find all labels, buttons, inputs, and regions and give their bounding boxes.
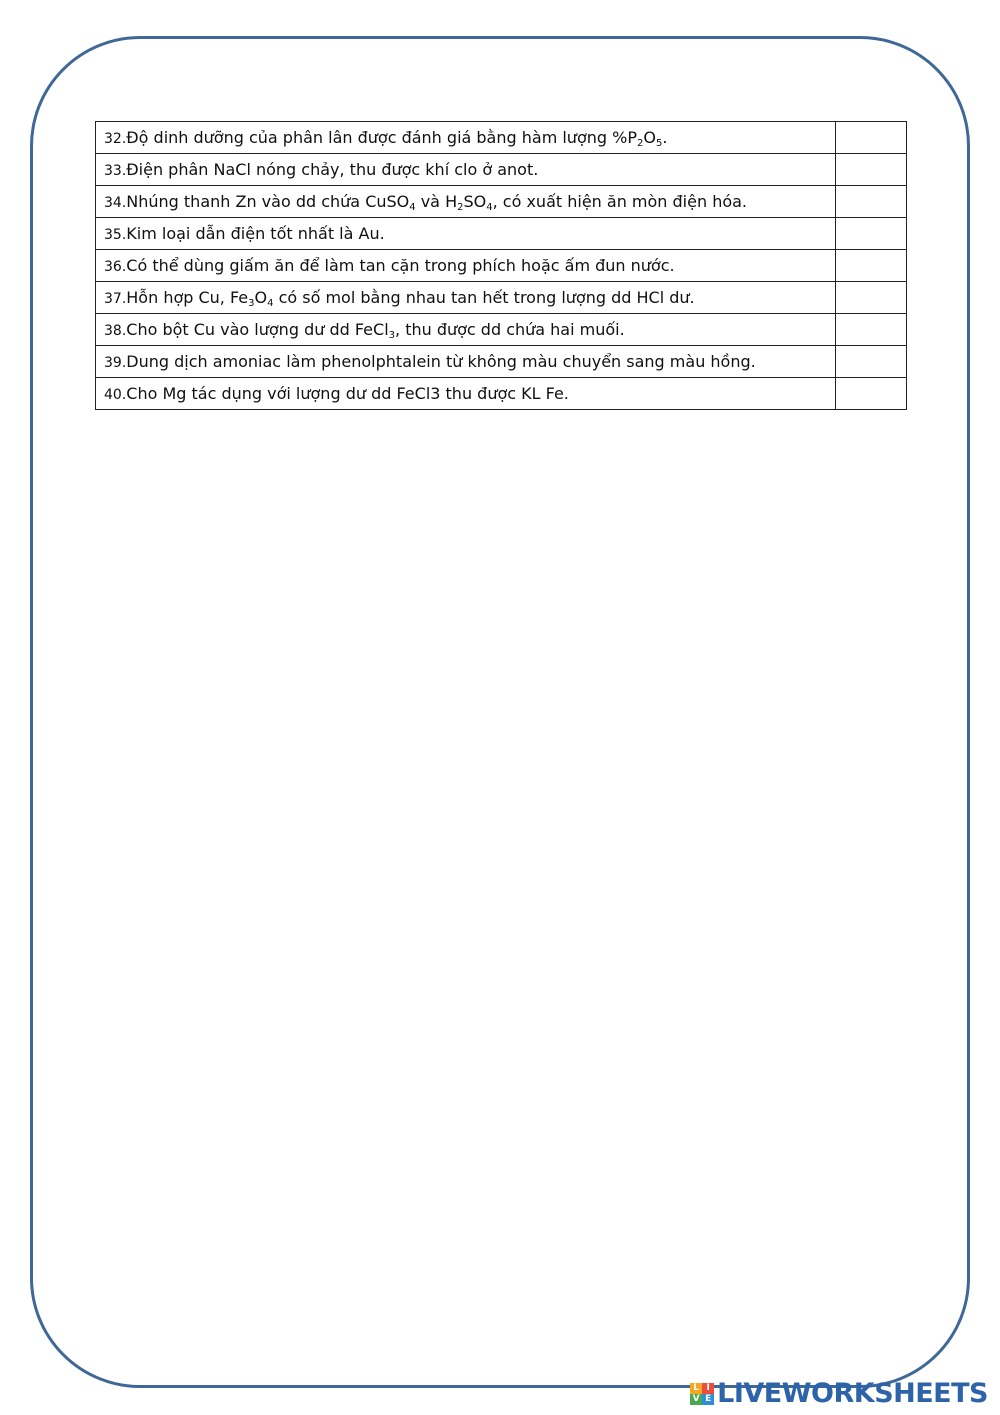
logo-block: E [702,1394,714,1405]
liveworksheets-logo [690,1378,988,1409]
question-text-cell [96,186,836,218]
question-row [96,314,907,346]
question-text: Độ dinh dưỡng của phân lân được đánh giá bằng hàm lượng %P [126,128,637,147]
question-text: . [662,128,668,147]
question-number: 35. [104,227,127,243]
question-row [96,218,907,250]
question-row [96,250,907,282]
subscript: 2 [457,202,464,213]
question-row [96,282,907,314]
subscript: 3 [248,298,255,309]
question-number: 38. [104,323,127,339]
question-text: Cho bột Cu vào lượng dư dd FeCl [126,320,389,339]
logo-block: V [690,1394,702,1405]
question-number: 40. [104,387,127,403]
answer-cell[interactable] [836,314,907,346]
question-text-cell [96,378,836,410]
question-number: 39. [104,355,127,371]
question-text: Hỗn hợp Cu, Fe [126,288,249,307]
answer-cell[interactable] [836,122,907,154]
question-text: Có thể dùng giấm ăn để làm tan cặn trong phích hoặc ấm đun nước. [126,256,675,275]
question-text: , có xuất hiện ăn mòn điện hóa. [492,192,748,211]
logo-block: L [690,1383,702,1394]
answer-cell[interactable] [836,250,907,282]
question-row [96,378,907,410]
question-number: 36. [104,259,127,275]
question-row [96,154,907,186]
question-text: có số mol bằng nhau tan hết trong lượng dd HCl dư. [273,288,695,307]
question-row [96,346,907,378]
question-text-cell [96,122,836,154]
subscript: 4 [409,202,416,213]
answer-cell[interactable] [836,154,907,186]
question-number: 32. [104,131,127,147]
question-text-cell [96,282,836,314]
question-text-cell [96,218,836,250]
subscript: 4 [486,202,493,213]
question-text: , thu được dd chứa hai muối. [395,320,625,339]
question-text-cell [96,346,836,378]
answer-cell[interactable] [836,186,907,218]
question-row [96,122,907,154]
question-number: 33. [104,163,127,179]
question-number: 34. [104,195,127,211]
answer-cell[interactable] [836,282,907,314]
answer-cell[interactable] [836,218,907,250]
subscript: 4 [267,298,274,309]
question-text-cell [96,314,836,346]
question-row [96,186,907,218]
true-false-table [95,121,907,410]
question-text: SO [463,192,487,211]
answer-cell[interactable] [836,346,907,378]
question-text: Điện phân NaCl nóng chảy, thu được khí clo ở anot. [126,160,539,179]
question-text: O [254,288,268,307]
question-text-cell [96,154,836,186]
subscript: 3 [388,330,396,341]
answer-cell[interactable] [836,378,907,410]
logo-block: I [702,1383,714,1394]
live-blocks-icon [690,1383,714,1405]
question-text: O [643,128,656,147]
question-text: Kim loại dẫn điện tốt nhất là Au. [126,224,385,243]
question-text: Dung dịch amoniac làm phenolphtalein từ không màu chuyển sang màu hồng. [126,352,756,371]
question-number: 37. [104,291,127,307]
subscript: 2 [636,138,644,149]
subscript: 5 [655,138,663,149]
brand-name: LIVEWORKSHEETS [717,1378,988,1409]
question-text: và H [415,192,458,211]
question-text-cell [96,250,836,282]
question-text: Cho Mg tác dụng với lượng dư dd FeCl3 thu được KL Fe. [126,384,569,403]
question-text: Nhúng thanh Zn vào dd chứa CuSO [126,192,410,211]
